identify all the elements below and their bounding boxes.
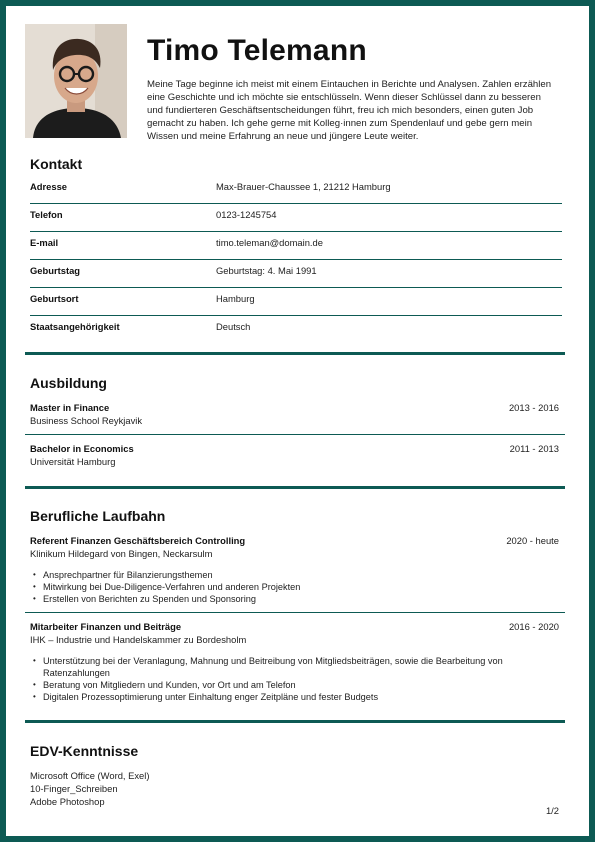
job-dates: 2016 - 2020 — [508, 621, 559, 632]
education-school: Universität Hamburg — [30, 456, 116, 467]
section-divider — [25, 486, 565, 489]
contact-label: Geburtsort — [30, 293, 79, 304]
contact-label: Adresse — [30, 181, 68, 192]
contact-row-phone — [30, 203, 562, 232]
career-heading: Berufliche Laufbahn — [30, 508, 166, 524]
section-divider — [25, 720, 565, 723]
contact-value: 0123-1245754 — [216, 209, 277, 220]
entry-divider — [25, 434, 565, 435]
contact-label: Telefon — [30, 209, 63, 220]
contact-row-birthplace — [30, 287, 562, 316]
education-dates: 2011 - 2013 — [509, 443, 559, 454]
contact-heading: Kontakt — [30, 156, 83, 172]
bullet-item: • Digitalen Prozessoptimierung unter Einhaltung enger Zeitpläne und fester Budgets — [30, 691, 540, 703]
contact-value: Hamburg — [216, 293, 255, 304]
portrait-image — [25, 24, 127, 138]
intro-text: Meine Tage beginne ich meist mit einem Eintauchen in Berichte und Analysen. Zahlen erzählen eine Geschichte und ich möchte sie entschlüsseln. Wenn dieser Schlüssel dann zu besseren und fundierteren Geschäftsentscheidungen führt, freu ich mich besonders, einen guten Job gemacht zu haben. Ich gehe gerne mit Kolleg·innen zum Spendenlauf und gebe gern mein Wissen und meine Erfahrung an neue und jüngere Leute weiter. — [147, 79, 552, 142]
job-dates: 2020 - heute — [506, 535, 559, 546]
skill-item: Adobe Photoshop — [30, 796, 105, 807]
bullet-item: • Mitwirkung bei Due-Diligence-Verfahren und anderen Projekten — [30, 581, 540, 593]
contact-label: Geburtstag — [30, 265, 81, 276]
contact-row-birthday — [30, 259, 562, 288]
contact-label: Staatsangehörigkeit — [30, 321, 120, 332]
contact-row-email — [30, 231, 562, 260]
contact-label: E-mail — [30, 237, 59, 248]
bullet-item: • Erstellen von Berichten zu Spenden und Sponsoring — [30, 593, 540, 605]
job-bullets — [30, 655, 540, 703]
skill-item: Microsoft Office (Word, Exel) — [30, 770, 150, 781]
skills-heading: EDV-Kenntnisse — [30, 743, 139, 759]
contact-value: Deutsch — [216, 321, 251, 332]
education-title: Bachelor in Economics — [30, 443, 134, 454]
education-dates: 2013 - 2016 — [508, 402, 559, 413]
entry-divider — [25, 612, 565, 613]
education-title: Master in Finance — [30, 402, 110, 413]
job-title: Mitarbeiter Finanzen und Beiträge — [30, 621, 182, 632]
education-heading: Ausbildung — [30, 375, 107, 391]
contact-row-nationality — [30, 315, 562, 343]
contact-value: Max-Brauer-Chaussee 1, 21212 Hamburg — [216, 181, 391, 192]
page-number: 1/2 — [545, 805, 559, 816]
bullet-item: • Beratung von Mitgliedern und Kunden, vor Ort und am Telefon — [30, 679, 540, 691]
contact-value: Geburtstag: 4. Mai 1991 — [216, 265, 317, 276]
education-school: Business School Reykjavik — [30, 415, 143, 426]
bullet-item: • Unterstützung bei der Veranlagung, Mahnung und Beitreibung von Mitgliedsbeiträgen, sowie die Bearbeitung von Ratenzahlungen — [30, 655, 540, 679]
job-bullets — [30, 569, 540, 605]
job-employer: IHK – Industrie und Handelskammer zu Bordesholm — [30, 634, 247, 645]
contact-value: timo.teleman@domain.de — [216, 237, 323, 248]
job-employer: Klinikum Hildegard von Bingen, Neckarsulm — [30, 548, 213, 559]
job-title: Referent Finanzen Geschäftsbereich Controlling — [30, 535, 246, 546]
contact-row-address — [30, 175, 562, 204]
skill-item: 10-Finger_Schreiben — [30, 783, 118, 794]
person-name: Timo Telemann — [147, 34, 367, 67]
bullet-item: • Ansprechpartner für Bilanzierungsthemen — [30, 569, 540, 581]
section-divider — [25, 352, 565, 355]
profile-photo — [25, 24, 127, 138]
